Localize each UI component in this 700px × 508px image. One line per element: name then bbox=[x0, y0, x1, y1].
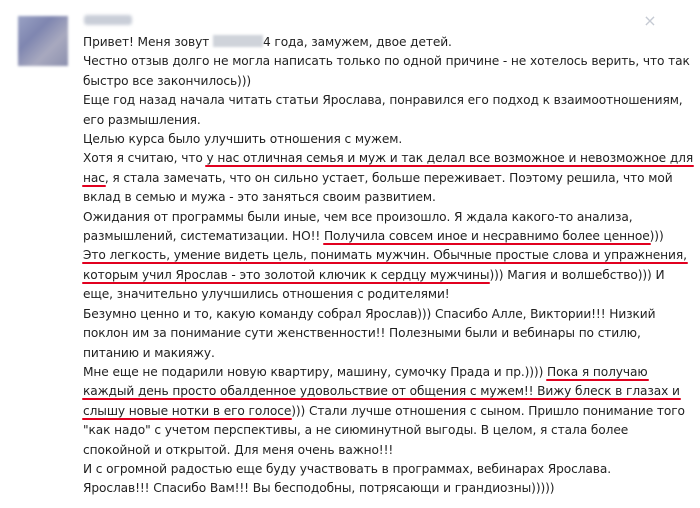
post-line: Безумно ценно и то, какую команду собрал Ярослав))) Спасибо Алле, Виктории!!! Низкий bbox=[83, 306, 656, 321]
redacted-name bbox=[213, 35, 263, 47]
highlighted-phrase: Получила совсем иное и несравнимо более ценное bbox=[323, 229, 650, 244]
post-line: его размышления. bbox=[83, 112, 201, 127]
post-line: быстро все закончилось))) bbox=[83, 73, 252, 88]
post-line bbox=[83, 246, 687, 265]
post-line: Мне еще не подарили новую квартиру, машину, сумочку Прада и пр.)))) Пока я получаю bbox=[83, 364, 648, 379]
post-line: размышлений, систематизации. НО!! Получила совсем иное и несравнимо более ценное))) bbox=[83, 229, 664, 244]
highlighted-phrase: Это легкость, умение видеть цель, понимать мужчин. Обычные простые слова и упражнения, bbox=[83, 248, 687, 263]
post-line: Целью курса было улучшить отношения с мужем. bbox=[83, 132, 403, 147]
post-line: Ожидания от программы были иные, чем все произошло. Я ждала какого-то анализа, bbox=[83, 209, 633, 224]
post-line: вклад в семью и мужа - это заняться своим развитием. bbox=[83, 190, 436, 205]
post-line: "как надо" с учетом перспективы, а не сиюминутной выгоды. В целом, я стала более bbox=[83, 423, 629, 438]
highlighted-phrase: каждый день просто обалденное удовольствие от общения с мужем!! Вижу блеск в глазах и bbox=[83, 384, 680, 399]
highlighted-phrase: нас bbox=[83, 170, 105, 185]
avatar[interactable] bbox=[18, 16, 68, 66]
post-line: спокойной и открытой. Для меня очень важно!!! bbox=[83, 442, 394, 457]
close-icon[interactable]: × bbox=[643, 11, 657, 30]
highlighted-phrase: Пока я получаю bbox=[547, 364, 648, 379]
post-line: Ярослав!!! Спасибо Вам!!! Вы бесподобны, потрясающи и грандиозны))))) bbox=[83, 481, 555, 496]
highlighted-phrase: у нас отличная семья и муж и так делал все возможное и невозможное для bbox=[206, 151, 694, 166]
post-line: Хотя я считаю, что у нас отличная семья и муж и так делал все возможное и невозможное для bbox=[83, 151, 694, 166]
post-line: И с огромной радостью еще буду участвовать в программах, вебинарах Ярослава. bbox=[83, 461, 611, 476]
post-line: Привет! Меня зовут 4 года, замужем, двое детей. bbox=[83, 35, 452, 49]
post-line: питанию и макияжу. bbox=[83, 345, 215, 360]
author-name-redacted[interactable] bbox=[84, 15, 132, 25]
post-line bbox=[83, 382, 680, 401]
post-line: Честно отзыв долго не могла написать только по одной причине - не хотелось верить, что так bbox=[83, 54, 690, 69]
post-line: Еще год назад начала читать статьи Ярослава, понравился его подход к взаимоотношениям, bbox=[83, 93, 683, 108]
post-line: еще, значительно улучшились отношения с родителями! bbox=[83, 287, 450, 302]
post-line: слышу новые нотки в его голосе))) Стали лучше отношения с сыном. Пришло понимание того bbox=[83, 403, 685, 418]
post-line: нас, я стала замечать, что он сильно устает, больше переживает. Поэтому решила, что мой bbox=[83, 170, 673, 185]
post-line: которым учил Ярослав - это золотой ключик к сердцу мужчины))) Магия и волшебство))) И bbox=[83, 267, 665, 282]
post-text bbox=[83, 33, 694, 499]
highlighted-phrase: которым учил Ярослав - это золотой ключик к сердцу мужчины bbox=[83, 267, 490, 282]
post-line: поклон им за понимание сути женственности!! Полезными были и вебинары по стилю, bbox=[83, 326, 641, 341]
highlighted-phrase: слышу новые нотки в его голосе bbox=[83, 403, 292, 418]
